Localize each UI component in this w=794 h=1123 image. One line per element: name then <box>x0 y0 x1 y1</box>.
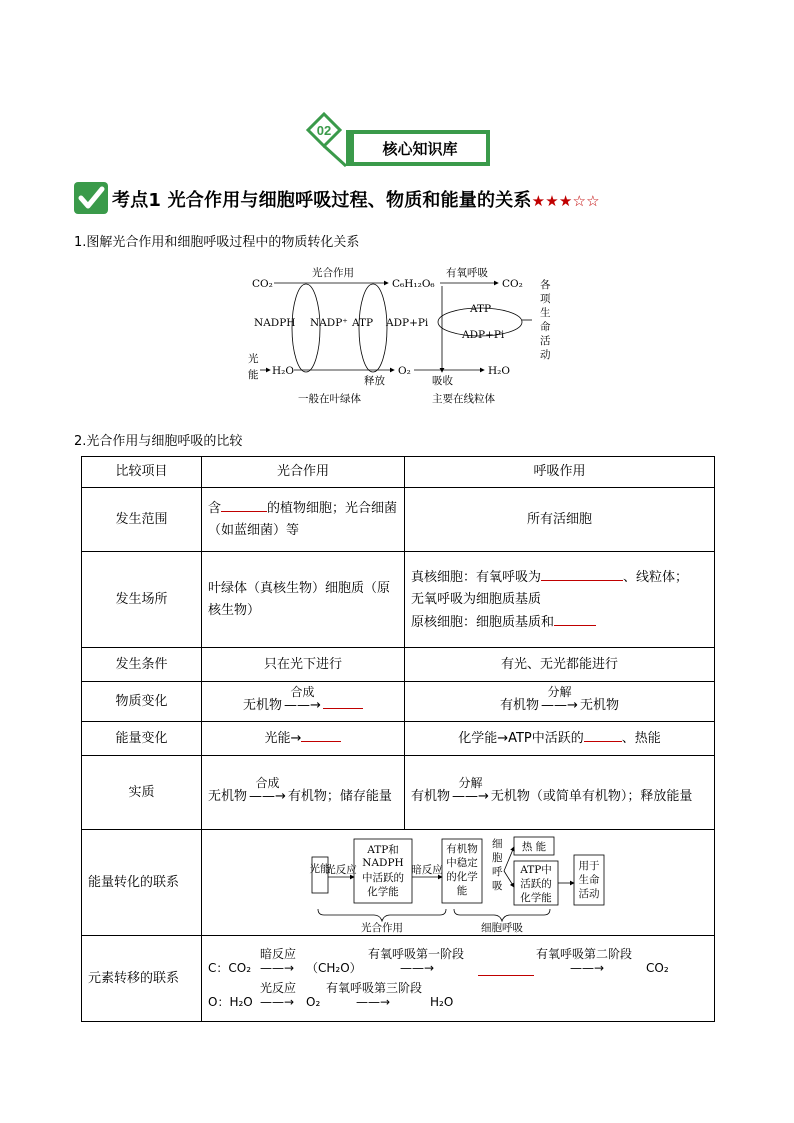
h2o-right: H₂O <box>488 365 510 377</box>
badge-number: 02 <box>316 123 332 138</box>
row-label: 物质变化 <box>82 682 202 722</box>
text: C：CO₂ <box>208 960 252 975</box>
header-item: 比较项目 <box>82 457 202 488</box>
header-photosynthesis: 光合作用 <box>202 457 405 488</box>
essence-resp-cell: 有机物 分解 ——→ 无机物（或简单有机物）；释放能量 <box>405 756 715 830</box>
arrow-label: 合成 <box>290 685 315 699</box>
table-row <box>82 552 715 648</box>
text: 原核细胞：细胞质基质和 <box>411 614 555 630</box>
table-row <box>82 936 715 1022</box>
cell-resp-vertical: 细胞呼吸 <box>492 837 503 892</box>
topic-heading <box>74 182 754 218</box>
oxygen-transfer-line: O：H₂O 光反应 ——→ O₂ 有氧呼吸第三阶段 ——→ H₂O <box>208 981 708 1011</box>
stable-line3: 的化学 <box>446 870 478 883</box>
text: 无机物 <box>579 697 619 713</box>
fill-blank <box>478 961 534 976</box>
absorb-label: 吸收 <box>432 375 453 387</box>
nadp: NADP⁺ <box>310 317 348 329</box>
active-chem-line1: 中活跃的 <box>362 871 404 884</box>
text: 含 <box>208 501 222 516</box>
energy-conversion-diagram <box>304 833 794 933</box>
site-resp-cell <box>405 552 715 648</box>
aerobic-label: 有氧呼吸 <box>446 267 488 279</box>
use-line2: 生命 <box>578 873 600 886</box>
badge-title: 核心知识库 <box>382 140 458 158</box>
energy-link-cell <box>202 830 715 936</box>
section2-title: 2.光合作用与细胞呼吸的比较 <box>74 434 243 449</box>
active-chem-line2: 化学能 <box>367 885 399 898</box>
atp-left: ATP <box>352 317 374 329</box>
co2-left: CO₂ <box>252 278 273 290</box>
text: 无机物 <box>208 788 248 804</box>
heat-box: 热 能 <box>521 840 547 853</box>
text: 有机物 <box>500 697 540 713</box>
text: CO₂ <box>646 960 669 975</box>
chloroplast-label: 一般在叶绿体 <box>298 393 361 405</box>
table-header-row <box>82 457 715 488</box>
section1-title: 1.图解光合作用和细胞呼吸过程中的物质转化关系 <box>74 235 360 250</box>
fill-blank <box>554 611 596 626</box>
stable-line1: 有机物 <box>446 842 478 855</box>
fill-blank <box>541 566 623 581</box>
site-photo-cell: 叶绿体（真核生物）细胞质（原核生物） <box>202 552 405 648</box>
condition-photo-cell: 只在光下进行 <box>202 648 405 682</box>
co2-right: CO₂ <box>502 278 523 290</box>
energy-char: 能 <box>248 369 259 381</box>
dark-reaction-label: 暗反应 <box>411 863 443 876</box>
row-label: 能量变化 <box>82 722 202 756</box>
row-label: 发生范围 <box>82 488 202 552</box>
light-char: 光 <box>248 353 259 365</box>
matter-photo-cell: 无机物 合成 ——→ <box>202 682 405 722</box>
text: 无机物（或简单有机物）；释放能量 <box>490 788 693 804</box>
text: 真核细胞：有氧呼吸为 <box>411 569 542 585</box>
stable-line4: 能 <box>456 884 468 897</box>
respiration-brace-label: 细胞呼吸 <box>481 921 523 933</box>
text: 无机物 <box>243 698 283 713</box>
table-row <box>82 722 715 756</box>
text: 有机物 <box>411 788 451 804</box>
topic-title: 考点1 光合作用与细胞呼吸过程、物质和能量的关系 <box>112 190 532 211</box>
scope-resp-cell: 所有活细胞 <box>405 488 715 552</box>
fill-blank <box>301 727 341 742</box>
text: H₂O <box>430 994 454 1009</box>
adp-left: ADP+Pi <box>386 317 429 329</box>
text: 有机物；储存能量 <box>287 788 392 804</box>
row-label: 实质 <box>82 756 202 830</box>
table-row <box>82 682 715 722</box>
arrow-label: 分解 <box>547 684 572 699</box>
fill-blank <box>323 694 363 709</box>
condition-resp-cell: 有光、无光都能进行 <box>405 648 715 682</box>
atp-active-line2: 活跃的 <box>520 877 552 890</box>
mitochondria-label: 主要在线粒体 <box>432 393 495 405</box>
text: 化学能→ATP中活跃的 <box>458 731 584 746</box>
arrow-label: 光反应 <box>260 980 297 995</box>
energy-photo-cell <box>202 722 405 756</box>
arrow-label: 有氧呼吸第一阶段 <box>368 946 465 961</box>
life-activity-label: 各项生命活动 <box>540 279 551 361</box>
row-label: 发生场所 <box>82 552 202 648</box>
text: O₂ <box>306 994 321 1009</box>
text: O：H₂O <box>208 994 253 1009</box>
element-link-cell <box>202 936 715 1022</box>
light-reaction-label: 光反应 <box>325 863 357 876</box>
row-label: 能量转化的联系 <box>82 830 202 936</box>
h2o-left: H₂O <box>272 365 294 377</box>
text: 、线粒体； <box>623 569 689 585</box>
arrow-label: 暗反应 <box>260 946 297 961</box>
arrow-label: 有氧呼吸第三阶段 <box>326 980 423 995</box>
o2: O₂ <box>398 365 411 377</box>
atp-nadph-line1: ATP和 <box>367 843 399 856</box>
matter-resp-cell: 有机物 分解 ——→ 无机物 <box>405 682 715 722</box>
adp-right: ADP+Pi <box>462 329 505 341</box>
checkmark-icon <box>74 182 108 214</box>
text: （CH₂O） <box>306 960 362 975</box>
use-line3: 活动 <box>578 887 600 900</box>
stable-line2: 中稳定 <box>446 856 478 869</box>
atp-active-line3: 化学能 <box>520 891 552 904</box>
material-conversion-diagram <box>240 262 560 412</box>
row-label: 发生条件 <box>82 648 202 682</box>
arrow-label: 合成 <box>255 775 280 790</box>
section-badge <box>306 112 492 168</box>
glucose: C₆H₁₂O₆ <box>392 278 435 290</box>
photosynthesis-label: 光合作用 <box>312 267 354 279</box>
arrow-label: 分解 <box>458 775 483 790</box>
atp-nadph-line2: NADPH <box>362 856 404 869</box>
row-label: 元素转移的联系 <box>82 936 202 1022</box>
table-row <box>82 648 715 682</box>
carbon-transfer-line: C：CO₂ 暗反应 ——→ （CH₂O） 有氧呼吸第一阶段 ——→ 有氧呼吸第二阶段 ——→ CO₂ <box>208 947 708 977</box>
light-energy-box: 光能 <box>309 862 331 875</box>
nadph: NADPH <box>254 317 296 329</box>
difficulty-stars: ★★★☆☆ <box>531 192 600 210</box>
table-row <box>82 488 715 552</box>
essence-photo-cell: 无机物 合成 ——→ 有机物；储存能量 <box>202 756 405 830</box>
text: 的植物细胞；光合细菌（如蓝细菌）等 <box>208 501 398 538</box>
fill-blank <box>221 497 267 512</box>
fill-blank <box>584 727 622 742</box>
energy-resp-cell <box>405 722 715 756</box>
table-row <box>82 756 715 830</box>
comparison-table <box>81 456 715 1022</box>
photosynthesis-brace-label: 光合作用 <box>361 921 403 933</box>
text: 、热能 <box>621 731 661 746</box>
table-row <box>82 830 715 936</box>
text: 无氧呼吸为细胞质基质 <box>411 591 542 607</box>
arrow-label: 有氧呼吸第二阶段 <box>536 946 633 961</box>
atp-right: ATP <box>470 303 492 315</box>
use-line1: 用于 <box>578 859 600 872</box>
atp-active-line1: ATP中 <box>520 863 552 876</box>
scope-photo-cell <box>202 488 405 552</box>
release-label: 释放 <box>364 375 385 387</box>
header-respiration: 呼吸作用 <box>405 457 715 488</box>
text: 光能→ <box>264 731 302 746</box>
